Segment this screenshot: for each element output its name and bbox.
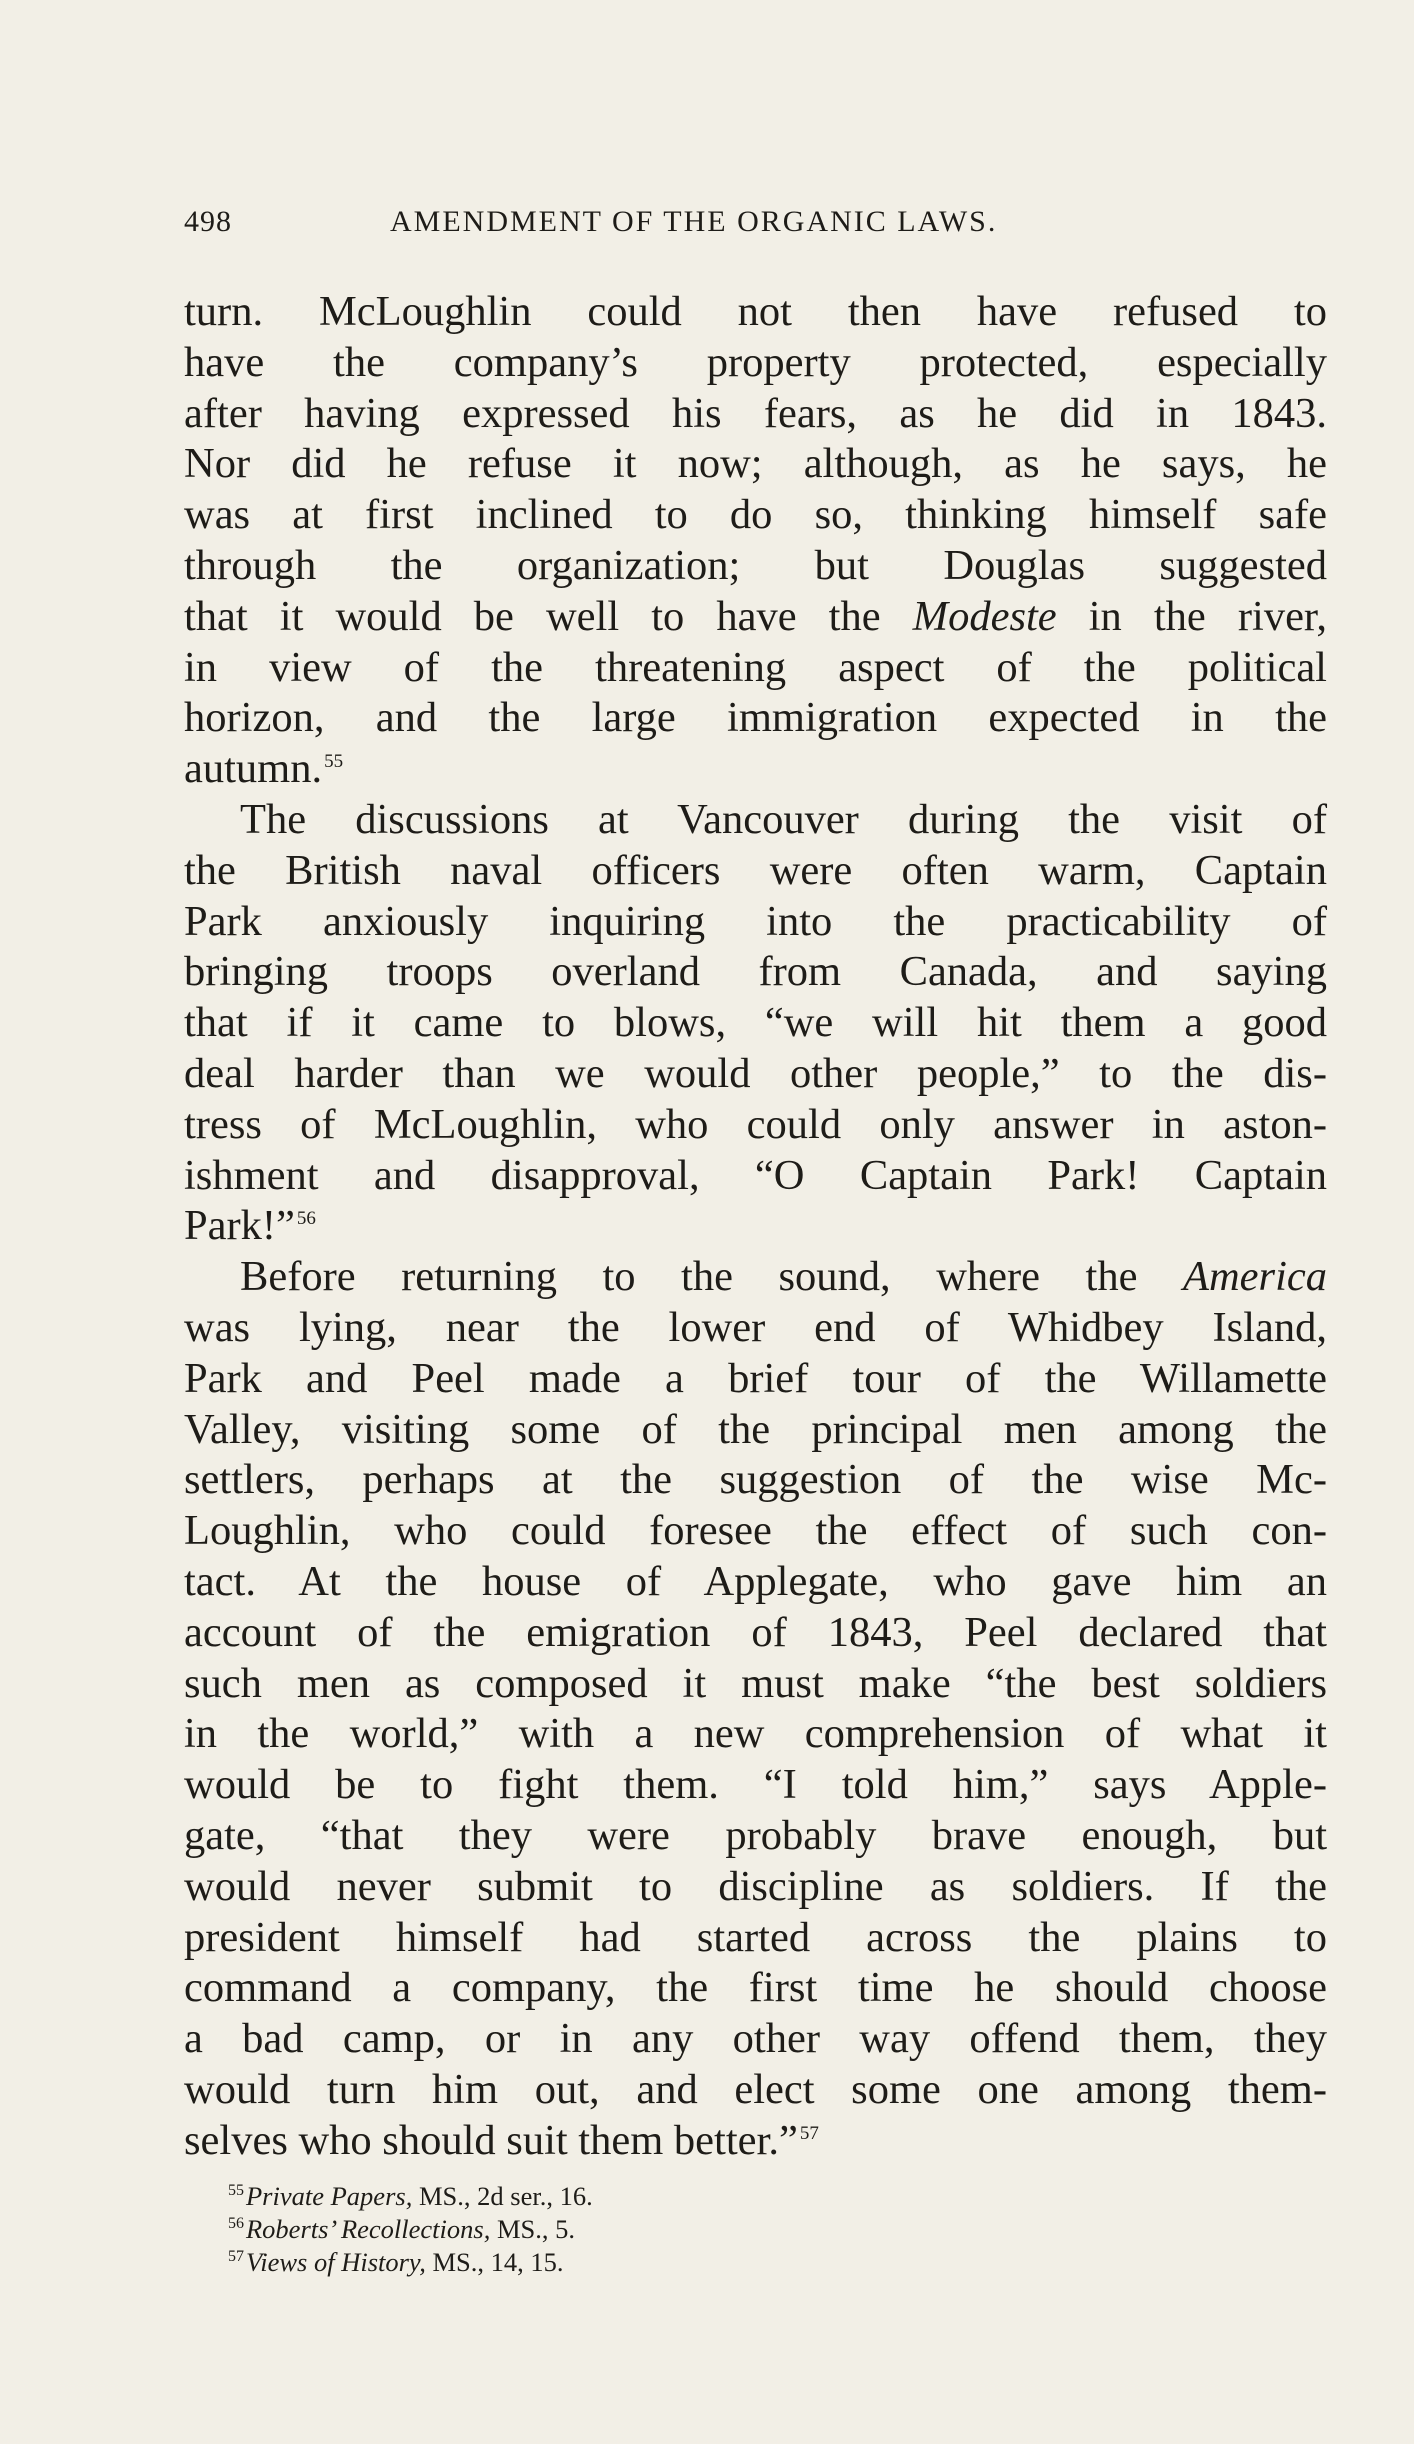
- footnote-source-title: Roberts’ Recollections,: [246, 2214, 491, 2244]
- text-line: command a company, the first time he should choose: [184, 1964, 1327, 2012]
- text-line: a bad camp, or in any other way offend them, they: [184, 2015, 1327, 2063]
- text-line: [184, 592, 1327, 643]
- text-line: have the company’s property protected, especially: [184, 338, 1327, 386]
- footnote-source-title: Private Papers,: [246, 2181, 413, 2211]
- text-line: tact. At the house of Applegate, who gave him an: [184, 1557, 1327, 1605]
- text-line: [184, 1252, 1327, 1303]
- footnote-source-title: Views of History,: [246, 2247, 426, 2277]
- text-line: account of the emigration of 1843, Peel declared that: [184, 1608, 1327, 1656]
- footnote-citation: MS., 2d ser., 16.: [412, 2181, 593, 2211]
- text-line: settlers, perhaps at the suggestion of the wise Mc-: [184, 1456, 1327, 1504]
- footnote-number: 56: [228, 2215, 244, 2233]
- footnote-55: [228, 2180, 1128, 2213]
- footnote-ref-56: 56: [296, 1208, 316, 1230]
- text-line: [184, 1201, 1327, 1252]
- text-line: Loughlin, who could foresee the effect of such con-: [184, 1507, 1327, 1555]
- text-segment: in the river,: [1088, 592, 1328, 640]
- text-line: was at first inclined to do so, thinking himself safe: [184, 491, 1327, 539]
- footnote-number: 55: [228, 2182, 244, 2200]
- footnotes: [228, 2180, 1128, 2279]
- text-line: bringing troops overland from Canada, and saying: [184, 948, 1327, 996]
- page-number: 498: [184, 205, 232, 238]
- text-segment: autumn.: [184, 745, 323, 793]
- text-line: The discussions at Vancouver during the visit of: [240, 795, 1327, 843]
- footnote-ref-57: 57: [799, 2122, 819, 2144]
- text-line: Park anxiously inquiring into the practicability of: [184, 897, 1327, 945]
- text-line: turn. McLoughlin could not then have refused to: [184, 288, 1327, 335]
- ship-name-america: America: [1183, 1253, 1327, 1301]
- text-line: horizon, and the large immigration expected in the: [184, 694, 1327, 742]
- text-line: would turn him out, and elect some one among them-: [184, 2065, 1327, 2113]
- text-line: in the world,” with a new comprehension of what it: [184, 1710, 1327, 1758]
- footnote-ref-55: 55: [324, 751, 344, 773]
- text-line: the British naval officers were often warm, Captain: [184, 846, 1327, 894]
- footnote-citation: MS., 5.: [490, 2214, 576, 2244]
- footnote-56: [228, 2213, 1128, 2246]
- text-line: through the organization; but Douglas suggested: [184, 541, 1327, 589]
- footnote-number: 57: [228, 2248, 244, 2266]
- text-line: after having expressed his fears, as he did in 1843.: [184, 389, 1327, 437]
- text-segment: Park!”: [184, 1202, 295, 1250]
- text-line: [184, 744, 1327, 795]
- paragraph-3: [184, 1252, 1327, 2166]
- text-segment: that it would be well to have the: [184, 592, 881, 640]
- text-line: ishment and disapproval, “O Captain Park! Captain: [184, 1151, 1327, 1199]
- text-segment: Before returning to the sound, where the: [240, 1253, 1138, 1301]
- footnote-citation: MS., 14, 15.: [425, 2247, 564, 2277]
- running-title: AMENDMENT OF THE ORGANIC LAWS.: [390, 205, 998, 238]
- body-text: [184, 287, 1327, 2166]
- paragraph-1: [184, 287, 1327, 795]
- text-line: in view of the threatening aspect of the political: [184, 643, 1327, 691]
- text-line: would be to fight them. “I told him,” says Apple-: [184, 1761, 1327, 1809]
- text-line: such men as composed it must make “the best soldiers: [184, 1659, 1327, 1707]
- ship-name-modeste: Modeste: [912, 592, 1057, 640]
- footnote-57: [228, 2246, 1128, 2279]
- text-line: Park and Peel made a brief tour of the Willamette: [184, 1354, 1327, 1402]
- text-line: was lying, near the lower end of Whidbey Island,: [184, 1303, 1327, 1351]
- text-line: [184, 2116, 1327, 2167]
- text-line: president himself had started across the plains to: [184, 1913, 1327, 1961]
- text-line: Valley, visiting some of the principal men among the: [184, 1405, 1327, 1453]
- text-line: deal harder than we would other people,” to the dis-: [184, 1049, 1327, 1097]
- text-line: Nor did he refuse it now; although, as he says, he: [184, 440, 1327, 488]
- text-line: tress of McLoughlin, who could only answer in aston-: [184, 1100, 1327, 1148]
- paragraph-2: [184, 795, 1327, 1252]
- text-line: would never submit to discipline as soldiers. If the: [184, 1862, 1327, 1910]
- running-head: [184, 205, 1114, 255]
- text-line: that if it came to blows, “we will hit them a good: [184, 999, 1327, 1047]
- text-segment: selves who should suit them better.”: [184, 2116, 798, 2164]
- text-line: gate, “that they were probably brave enough, but: [184, 1811, 1327, 1859]
